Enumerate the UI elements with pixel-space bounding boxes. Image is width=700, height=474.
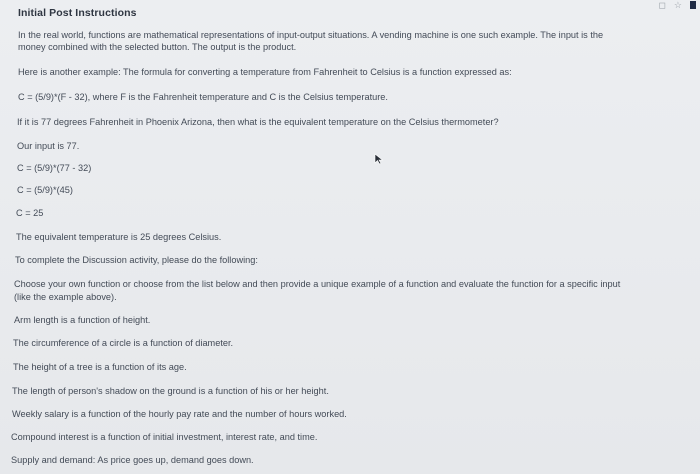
input-line: Our input is 77.	[17, 141, 80, 151]
discussion-intro: To complete the Discussion activity, please do the following:	[15, 255, 258, 265]
mouse-cursor-icon	[374, 153, 384, 165]
calc-step-3: C = 25	[16, 208, 44, 218]
formula-line: C = (5/9)*(F - 32), where F is the Fahrenheit temperature and C is the Celsius temperature.	[18, 92, 388, 102]
choose-line-1: Choose your own function or choose from the list below and then provide a unique example of a function and evaluate the function for a specific input	[14, 279, 621, 289]
list-item-shadow: The length of person's shadow on the ground is a function of his or her height.	[12, 386, 329, 396]
calc-step-2: C = (5/9)*(45)	[17, 185, 73, 195]
list-item-salary: Weekly salary is a function of the hourly pay rate and the number of hours worked.	[12, 409, 347, 419]
list-item-circle: The circumference of a circle is a function of diameter.	[13, 338, 234, 348]
profile-corner-icon[interactable]	[690, 1, 696, 9]
list-item-interest: Compound interest is a function of initial investment, interest rate, and time.	[11, 432, 318, 442]
example-intro: Here is another example: The formula for converting a temperature from Fahrenheit to Celsius is a function expressed as:	[18, 67, 512, 77]
answer-line: The equivalent temperature is 25 degrees Celsius.	[16, 232, 222, 242]
restore-icon[interactable]: ◻	[658, 0, 666, 10]
list-item-supply: Supply and demand: As price goes up, demand goes down.	[11, 455, 254, 465]
star-icon[interactable]: ☆	[673, 0, 682, 10]
list-item-tree: The height of a tree is a function of its age.	[13, 362, 187, 372]
choose-line-2: (like the example above).	[14, 292, 117, 302]
intro-line-1: In the real world, functions are mathematical representations of input-output situations. A vending machine is one such example. The input is the	[18, 30, 604, 40]
question-line: If it is 77 degrees Fahrenheit in Phoenix Arizona, then what is the equivalent temperature on the Celsius thermometer?	[17, 117, 499, 127]
calc-step-1: C = (5/9)*(77 - 32)	[17, 163, 92, 173]
intro-line-2: money combined with the selected button. The output is the product.	[18, 42, 297, 52]
list-item-arm: Arm length is a function of height.	[14, 315, 151, 325]
top-right-icons	[658, 0, 700, 10]
page-title: Initial Post Instructions	[18, 7, 137, 19]
